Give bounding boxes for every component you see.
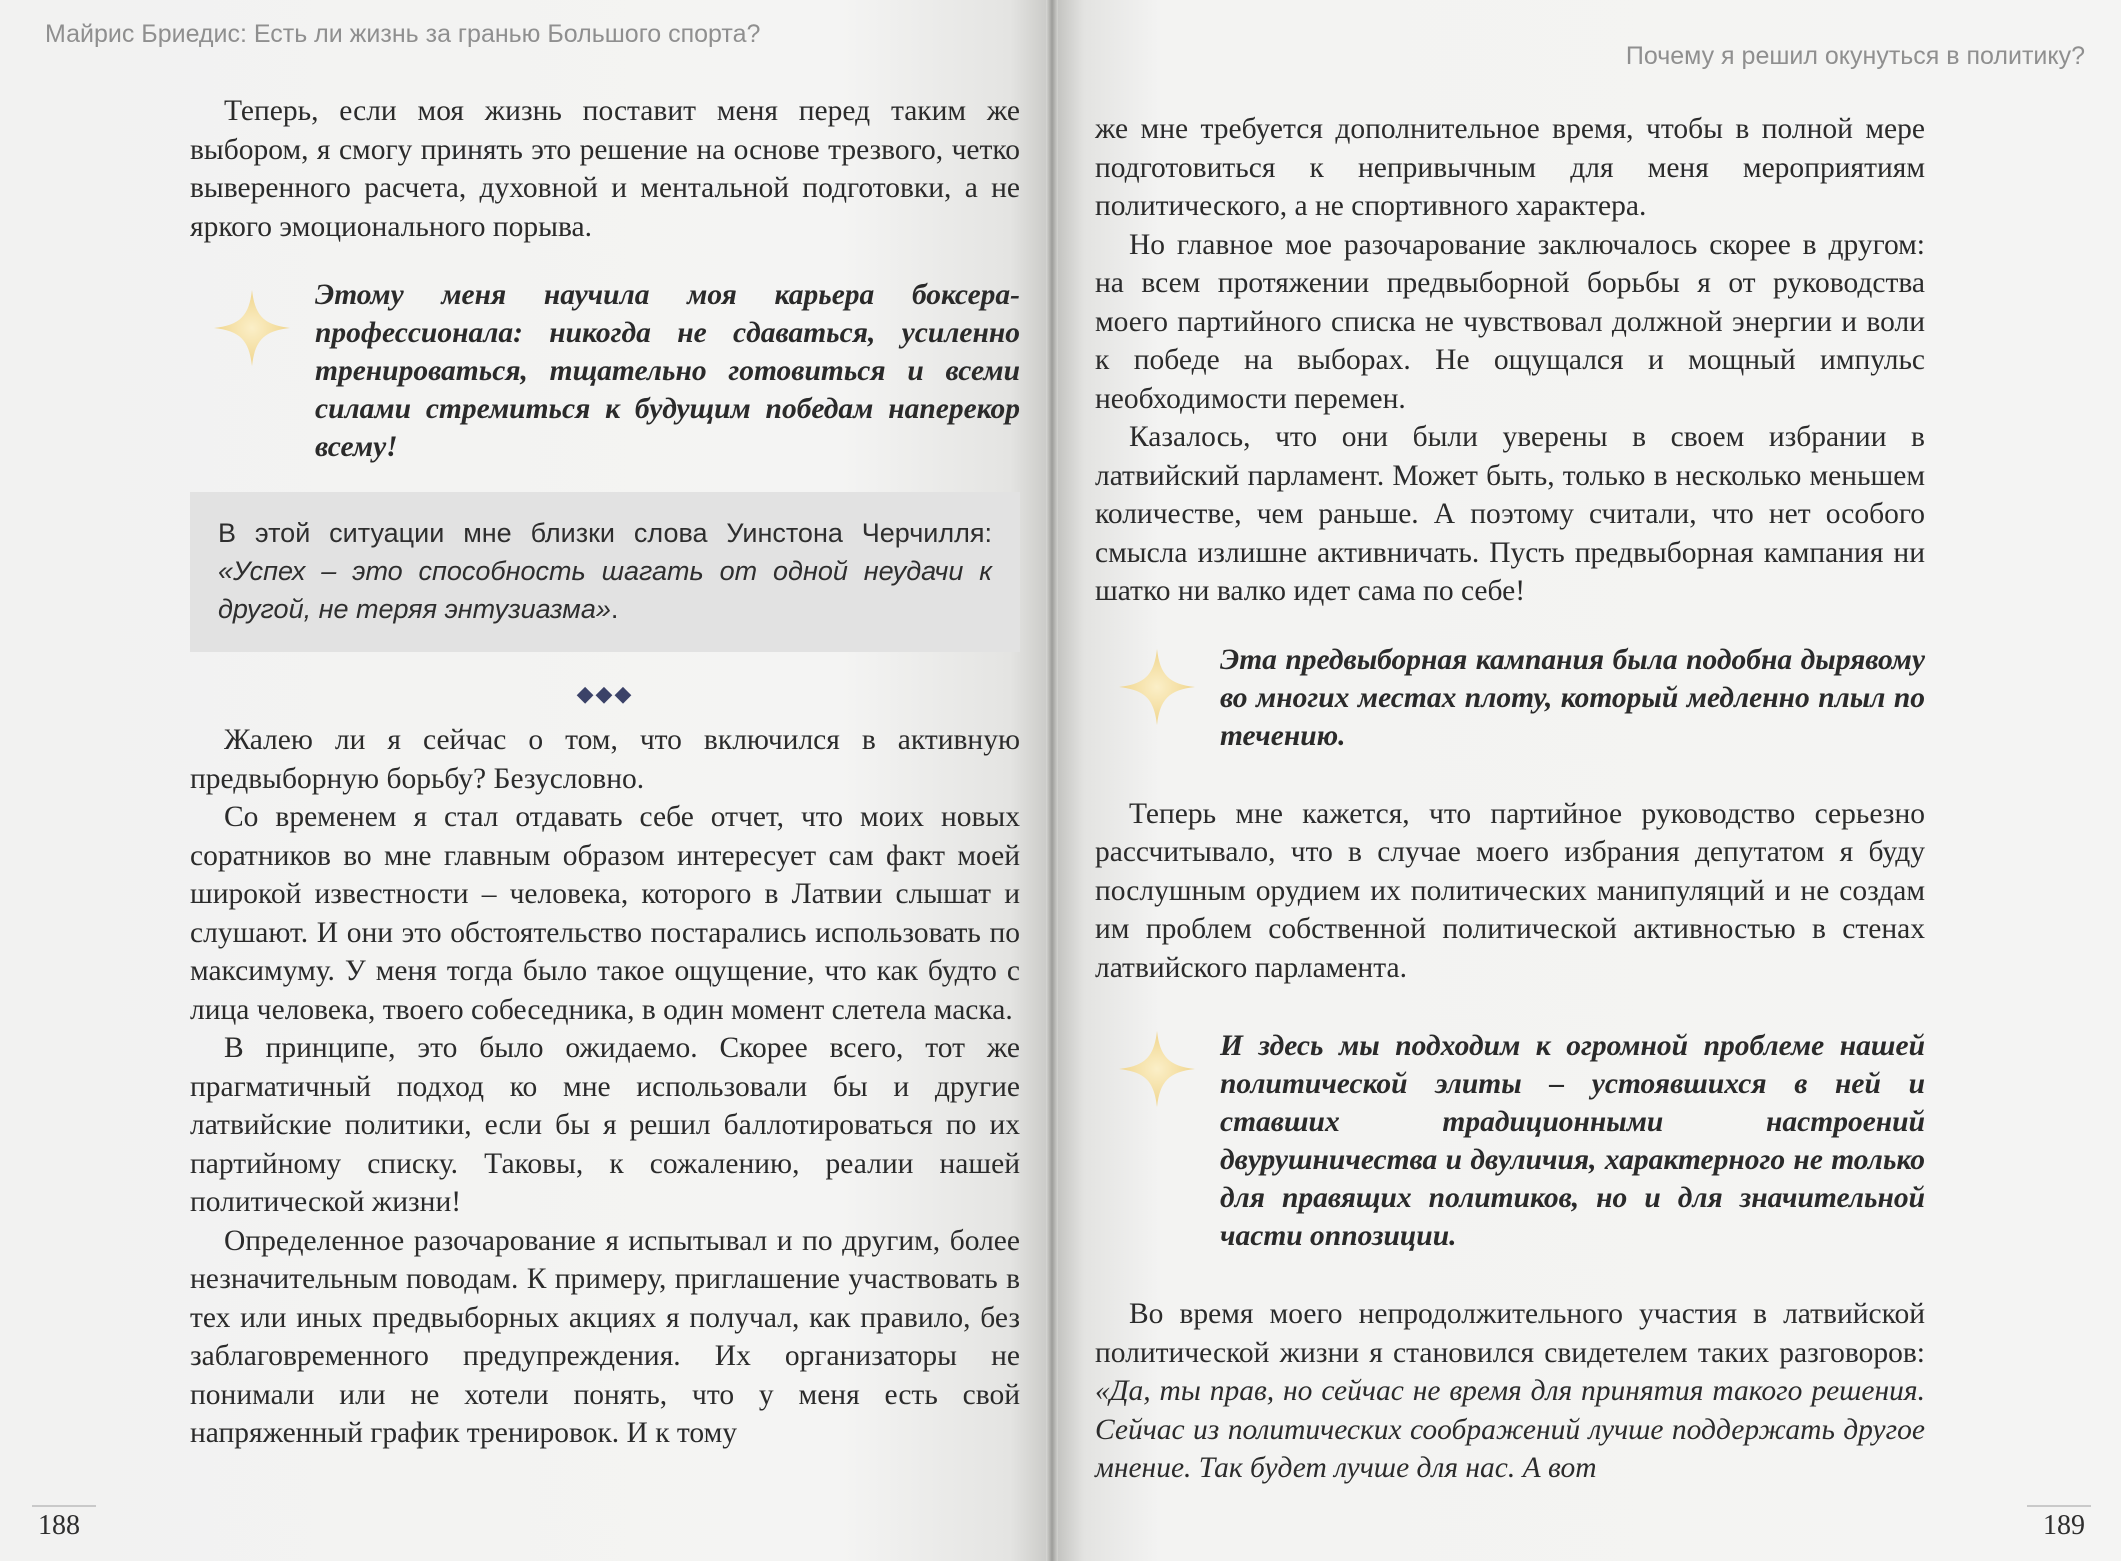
callout-text: Эта предвыборная кампания была подобна дырявому во многих местах плоту, который медленно плыл по течению. — [1220, 643, 1925, 752]
sparkle-icon — [212, 288, 292, 368]
page-number-rule — [32, 1505, 96, 1507]
left-page-text — [190, 92, 1020, 1453]
dialogue-quote: «Да, ты прав, но сейчас не время для принятия такого решения. Сейчас из политических соображений лучше поддержать другое мнение. Так будет лучше для нас. А вот — [1095, 1375, 1925, 1484]
quote-intro: В этой ситуации мне близки слова Уинстона Черчилля: — [218, 518, 992, 548]
paragraph: Жалею ли я сейчас о том, что включился в активную предвыборную борьбу? Безусловно. — [190, 724, 1020, 795]
book-gutter — [1046, 0, 1058, 1561]
callout-block — [190, 276, 1020, 466]
page-number: 188 — [38, 1510, 80, 1541]
paragraph: Определенное разочарование я испытывал и по другим, более незначительным поводам. К примеру, приглашение участвовать в тех или иных предвыборных акциях я получал, как правило, без заблаговременного предупреждения. Их организаторы не понимали или не хотели понять, что у меня есть свой напряженный график тренировок. И к тому — [190, 1224, 1020, 1449]
section-divider: ◆◆◆ — [576, 682, 634, 707]
paragraph: же мне требуется дополнительное время, чтобы в полной мере подготовиться к непривычным для меня мероприятиям политического, а не спортивного характера. — [1095, 113, 1925, 222]
quote-end: . — [610, 594, 619, 624]
right-page — [1052, 0, 2121, 1561]
paragraph: В принципе, это было ожидаемо. Скорее всего, тот же прагматичный подход ко мне использовали бы и другие латвийские политики, если бы я решил баллотироваться по их партийному списку. Таковы, к сожалению, реалии нашей политической жизни! — [190, 1032, 1020, 1218]
paragraph: Казалось, что они были уверены в своем избрании в латвийский парламент. Может быть, только в несколько меньшем количестве, чем раньше. А поэтому считали, что нет особого смысла излишне активничать. Пусть предвыборная кампания ни шатко ни валко идет сама по себе! — [1095, 421, 1925, 607]
paragraph: Но главное мое разочарование заключалось скорее в другом: на всем протяжении предвыборной борьбы я от руководства моего партийного списка не чувствовал должной энергии и воли к победе на выборах. Не ощущался и мощный импульс необходимости перемен. — [1095, 228, 1925, 415]
churchill-quote: «Успех – это способность шагать от одной неудачи к другой, не теряя энтузиазма» — [218, 556, 992, 624]
callout-block — [1095, 641, 1925, 755]
left-page — [0, 0, 1052, 1561]
paragraph: Со временем я стал отдавать себе отчет, что моих новых соратников во мне главным образом интересует сам факт моей широкой известности – человека, которого в Латвии слышат и слушают. И они это обстоятельство постарались использовать по максимуму. У меня тогда было такое ощущение, что как будто с лица человека, твоего собеседника, в один момент слетела маска. — [190, 801, 1020, 1026]
callout-text: Этому меня научила моя карьера боксера-профессионала: никогда не сдаваться, усиленно тренироваться, тщательно готовиться и всеми силами стремиться к будущим победам наперекор всему! — [315, 279, 1020, 463]
quote-text — [218, 514, 992, 628]
paragraph — [1095, 1295, 1925, 1488]
paragraph: Теперь, если моя жизнь поставит меня перед таким же выбором, я смогу принять это решение на основе трезвого, четко выверенного расчета, духовной и ментальной подготовки, а не яркого эмоционального порыва. — [190, 95, 1020, 243]
callout-block — [1095, 1027, 1925, 1255]
paragraph: Теперь мне кажется, что партийное руководство серьезно рассчитывало, что в случае моего избрания депутатом я буду послушным орудием их политических манипуляций и не создам им проблем собственной политической активностью в стенах латвийского парламента. — [1095, 797, 1925, 984]
left-running-head: Майрис Бриедис: Есть ли жизнь за гранью Большого спорта? — [45, 20, 761, 48]
sparkle-icon — [1117, 1029, 1197, 1109]
quote-box — [190, 492, 1020, 652]
page-number: 189 — [2043, 1510, 2085, 1541]
callout-text: И здесь мы подходим к огромной проблеме нашей политической элиты – устоявшихся в ней и ставших традиционными настроений двурушничества и двуличия, характерного не только для правящих политиков, но и для значительной части оппозиции. — [1220, 1030, 1925, 1252]
sparkle-icon — [1117, 647, 1197, 727]
right-running-head: Почему я решил окунуться в политику? — [1625, 42, 2085, 70]
page-number-rule — [2027, 1505, 2091, 1507]
paragraph-start: Во время моего непродолжительного участия в латвийской политической жизни я становился свидетелем таких разговоров: — [1095, 1298, 1925, 1369]
right-page-text — [1095, 110, 1925, 1488]
